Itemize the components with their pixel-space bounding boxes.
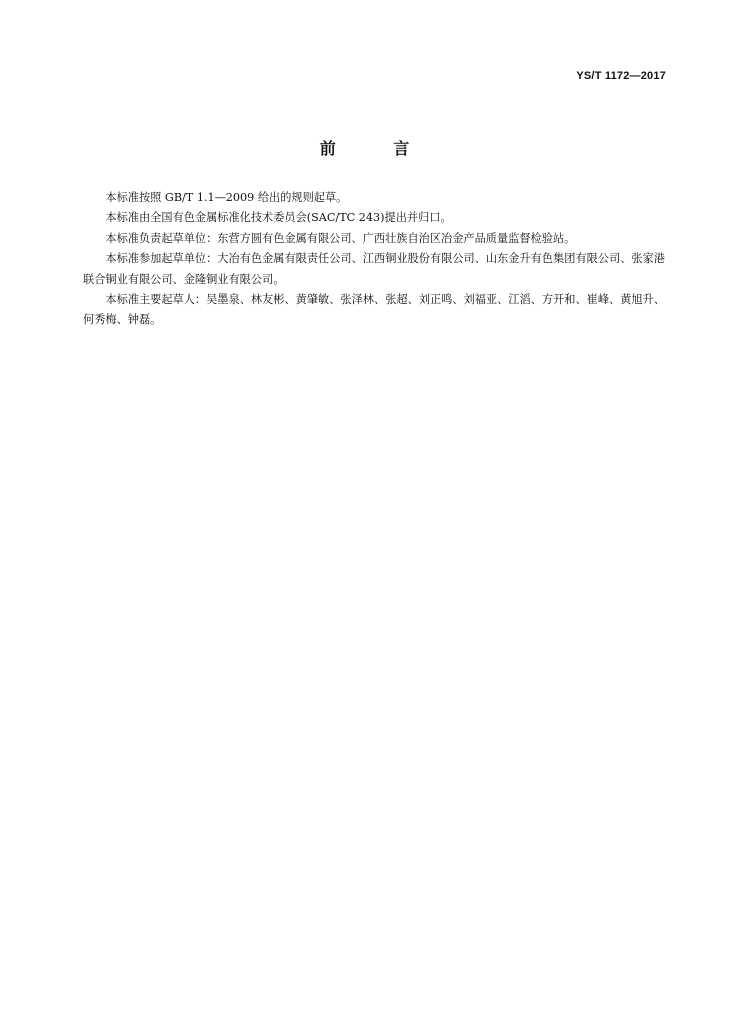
page-title: 前 言: [319, 139, 436, 158]
paragraph-drafting-rules: 本标准按照 GB/T 1.1—2009 给出的规则起草。: [105, 191, 348, 204]
paragraph-participating-units: 本标准参加起草单位：大冶有色金属有限责任公司、江西铜业股份有限公司、山东金升有色集团有限公司、张家港联合铜业有限公司、金隆铜业有限公司。: [83, 252, 665, 286]
document-code: YS/T 1172—2017: [576, 70, 666, 82]
paragraph-main-drafters: 本标准主要起草人：吴墨泉、林友彬、黄肇敏、张泽林、张超、刘正鸣、刘福亚、江滔、方开和、崔峰、黄旭升、何秀梅、钟磊。: [83, 293, 665, 327]
paragraph-proposer: 本标准由全国有色金属标准化技术委员会(SAC/TC 243)提出并归口。: [105, 211, 452, 225]
foreword-body: [83, 188, 665, 331]
paragraph-responsible-units: 本标准负责起草单位：东营方圆有色金属有限公司、广西壮族自治区冶金产品质量监督检验站。: [105, 231, 576, 245]
